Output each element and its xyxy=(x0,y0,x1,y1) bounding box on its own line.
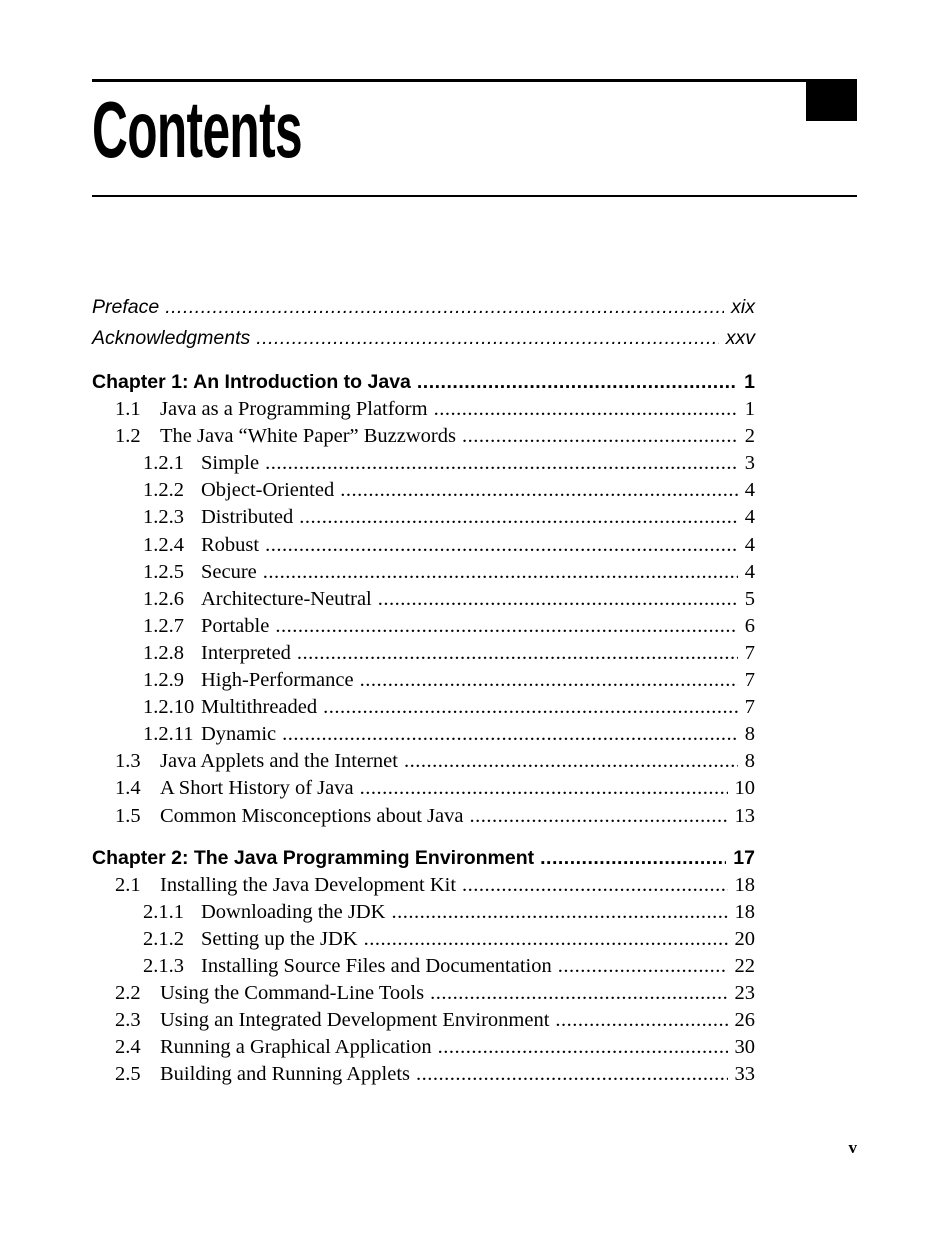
page-number: 7 xyxy=(744,641,755,664)
page-number: 7 xyxy=(744,669,755,692)
toc-entry xyxy=(92,613,755,640)
entry-number: 1.2.11 xyxy=(143,723,194,746)
page-number: 22 xyxy=(734,954,755,977)
entry-number: 2.1.3 xyxy=(143,954,184,977)
page-number: 10 xyxy=(734,777,755,800)
page-number: 17 xyxy=(733,846,755,869)
page-number: 4 xyxy=(744,560,755,583)
entry-number: 2.4 xyxy=(115,1036,141,1059)
toc-entry xyxy=(92,899,755,926)
entry-number: 1.2.2 xyxy=(143,479,184,502)
dot-leader xyxy=(323,694,738,721)
entry-number: 1.5 xyxy=(115,804,141,827)
toc-entry xyxy=(92,775,755,802)
entry-number: 1.2.10 xyxy=(143,696,195,719)
page-number: 8 xyxy=(744,750,755,773)
entry-title: Preface xyxy=(92,296,160,318)
front-matter-entry xyxy=(92,323,755,354)
entry-title: Portable xyxy=(201,614,270,637)
toc-entry xyxy=(92,694,755,721)
table-of-contents xyxy=(92,292,755,1088)
page-number: 6 xyxy=(744,614,755,637)
entry-number: 1.2.5 xyxy=(143,560,184,583)
entry-title: Java as a Programming Platform xyxy=(160,398,428,421)
dot-leader xyxy=(555,1007,727,1034)
toc-entry xyxy=(92,980,755,1007)
dot-leader xyxy=(265,450,738,477)
toc-entry xyxy=(92,872,755,899)
page-number: 4 xyxy=(744,533,755,556)
entry-number: 1.2 xyxy=(115,425,141,448)
front-matter xyxy=(92,292,755,354)
toc-entry xyxy=(92,586,755,613)
chapter-heading-text: Chapter 1: An Introduction to Java xyxy=(92,371,411,393)
entry-number: 2.1.1 xyxy=(143,900,184,923)
toc-entry xyxy=(92,1034,755,1061)
dot-leader xyxy=(265,532,738,559)
dot-leader xyxy=(391,899,727,926)
page-number: 23 xyxy=(734,982,755,1005)
dot-leader xyxy=(165,292,724,323)
chapter-heading-text: Chapter 2: The Java Programming Environment xyxy=(92,846,535,869)
entry-title: A Short History of Java xyxy=(160,777,354,800)
entry-number: 1.2.6 xyxy=(143,587,184,610)
chapters xyxy=(92,369,755,1088)
toc-entry xyxy=(92,396,755,423)
entry-number: 1.2.1 xyxy=(143,452,184,475)
toc-entry xyxy=(92,640,755,667)
entry-title: Building and Running Applets xyxy=(160,1063,410,1086)
entry-number: 2.3 xyxy=(115,1009,141,1032)
entry-title: Object-Oriented xyxy=(201,479,335,502)
dot-leader xyxy=(462,423,738,450)
dot-leader xyxy=(282,721,738,748)
entry-title: High-Performance xyxy=(201,669,354,692)
dot-leader xyxy=(378,586,738,613)
toc-entry xyxy=(92,953,755,980)
toc-entry xyxy=(92,450,755,477)
entry-title: Architecture-Neutral xyxy=(201,587,372,610)
entry-title: Using an Integrated Development Environment xyxy=(160,1009,550,1032)
page-number: 5 xyxy=(744,587,755,610)
page-number: xix xyxy=(731,296,755,318)
toc-entry xyxy=(92,423,755,450)
toc-entry xyxy=(92,803,755,830)
toc-entry xyxy=(92,667,755,694)
dot-leader xyxy=(256,323,719,354)
entry-number: 1.2.9 xyxy=(143,669,184,692)
dot-leader xyxy=(297,640,738,667)
entry-number: 2.1 xyxy=(115,873,141,896)
entry-title: Distributed xyxy=(201,506,294,529)
dot-leader xyxy=(263,559,738,586)
toc-chapter-heading xyxy=(92,845,755,872)
entry-title: Multithreaded xyxy=(201,696,318,719)
dot-leader xyxy=(558,953,728,980)
toc-entry xyxy=(92,1007,755,1034)
entry-number: 2.5 xyxy=(115,1063,141,1086)
toc-entry xyxy=(92,532,755,559)
toc-entry xyxy=(92,748,755,775)
toc-entry xyxy=(92,926,755,953)
folio-page-number: v xyxy=(848,1138,857,1157)
page-number: 3 xyxy=(744,452,755,475)
entry-title: Setting up the JDK xyxy=(201,927,358,950)
entry-title: Running a Graphical Application xyxy=(160,1036,432,1059)
entry-title: Using the Command-Line Tools xyxy=(160,982,425,1005)
page-number: 2 xyxy=(744,425,755,448)
dot-leader xyxy=(416,1061,728,1088)
dot-leader xyxy=(438,1034,728,1061)
page-number: 18 xyxy=(734,900,755,923)
page-header xyxy=(92,79,857,197)
dot-leader xyxy=(430,980,727,1007)
page-footer xyxy=(92,1138,857,1158)
entry-number: 1.2.4 xyxy=(143,533,184,556)
bottom-rule xyxy=(92,195,857,197)
page-number: 30 xyxy=(734,1036,755,1059)
toc-entry xyxy=(92,559,755,586)
dot-leader xyxy=(540,845,726,872)
dot-leader xyxy=(275,613,737,640)
toc-entry xyxy=(92,721,755,748)
entry-title: Downloading the JDK xyxy=(201,900,386,923)
front-matter-entry xyxy=(92,292,755,323)
dot-leader xyxy=(462,872,727,899)
entry-title: The Java “White Paper” Buzzwords xyxy=(160,425,456,448)
entry-title: Common Misconceptions about Java xyxy=(160,804,464,827)
page-number: 33 xyxy=(734,1063,755,1086)
entry-title: Java Applets and the Internet xyxy=(160,750,398,773)
page-number: 8 xyxy=(744,723,755,746)
dot-leader xyxy=(469,803,727,830)
dot-leader xyxy=(404,748,738,775)
entry-number: 1.4 xyxy=(115,777,141,800)
entry-number: 1.2.3 xyxy=(143,506,184,529)
page-number: 4 xyxy=(744,479,755,502)
toc-entry xyxy=(92,477,755,504)
entry-title: Simple xyxy=(201,452,260,475)
entry-title: Secure xyxy=(201,560,257,583)
dot-leader xyxy=(299,504,738,531)
entry-number: 1.3 xyxy=(115,750,141,773)
page-number: 7 xyxy=(744,696,755,719)
dot-leader xyxy=(364,926,728,953)
page-number: 4 xyxy=(744,506,755,529)
page-number: xxv xyxy=(725,327,755,349)
entry-number: 2.2 xyxy=(115,982,141,1005)
dot-leader xyxy=(360,775,728,802)
entry-number: 1.2.7 xyxy=(143,614,184,637)
dot-leader xyxy=(434,396,738,423)
entry-number: 1.1 xyxy=(115,398,141,421)
page-number: 18 xyxy=(734,873,755,896)
page-number: 20 xyxy=(734,927,755,950)
entry-title: Interpreted xyxy=(201,641,291,664)
page-number: 13 xyxy=(734,804,755,827)
corner-square xyxy=(806,79,857,121)
dot-leader xyxy=(360,667,738,694)
entry-title: Dynamic xyxy=(201,723,277,746)
toc-entry xyxy=(92,504,755,531)
entry-title: Robust xyxy=(201,533,260,556)
toc-entry xyxy=(92,1061,755,1088)
page-title: Contents xyxy=(92,85,302,174)
toc-chapter-heading xyxy=(92,369,755,396)
page-number: 1 xyxy=(744,371,755,393)
entry-title: Acknowledgments xyxy=(92,327,251,349)
dot-leader xyxy=(417,369,737,396)
entry-number: 2.1.2 xyxy=(143,927,184,950)
dot-leader xyxy=(340,477,738,504)
entry-title: Installing the Java Development Kit xyxy=(160,873,457,896)
entry-title: Installing Source Files and Documentation xyxy=(201,954,552,977)
top-rule xyxy=(92,79,857,82)
page-number: 26 xyxy=(734,1009,755,1032)
page-number: 1 xyxy=(744,398,755,421)
entry-number: 1.2.8 xyxy=(143,641,184,664)
